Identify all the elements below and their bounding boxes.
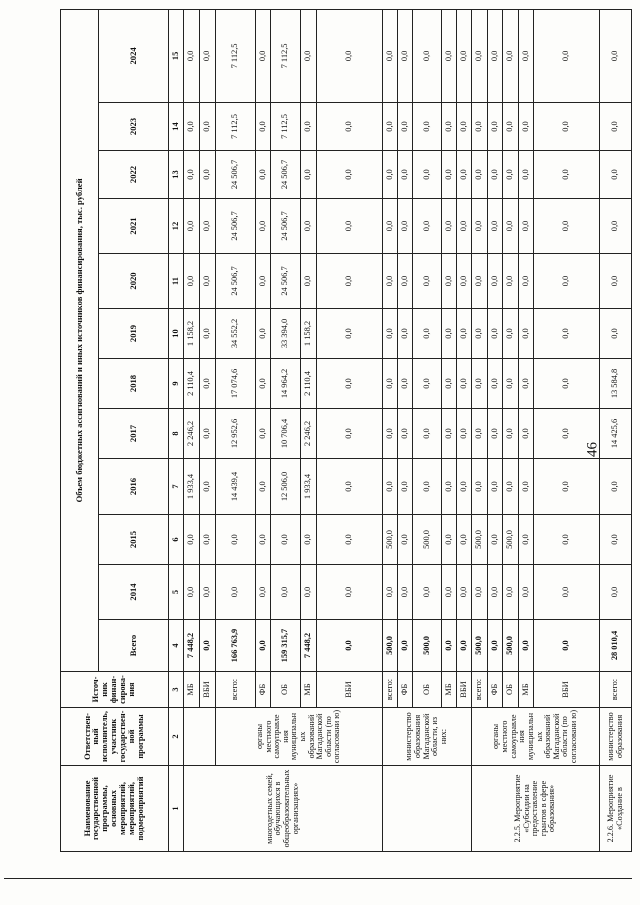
year-value-cell: 0,0	[398, 515, 413, 565]
source-cell: ВБИ	[457, 672, 472, 708]
year-value-cell: 0,0	[519, 254, 534, 309]
responsible-cell: министерство образования	[600, 708, 632, 766]
year-value-cell: 0,0	[488, 9, 503, 102]
year-value-cell: 0,0	[383, 254, 398, 309]
year-value-cell: 0,0	[317, 565, 383, 620]
year-value-cell: 0,0	[519, 359, 534, 409]
year-value-cell: 0,0	[600, 459, 632, 515]
source-cell: ФБ	[256, 672, 271, 708]
year-value-cell: 24 506,7	[216, 151, 256, 199]
year-value-cell: 7 112,5	[271, 103, 301, 151]
year-value-cell: 7 112,5	[216, 9, 256, 102]
year-value-cell: 0,0	[413, 309, 442, 359]
year-value-cell: 0,0	[200, 151, 216, 199]
year-value-cell: 500,0	[383, 515, 398, 565]
year-value-cell: 0,0	[457, 151, 472, 199]
year-value-cell: 0,0	[200, 565, 216, 620]
column-number: 1	[169, 766, 184, 852]
total-cell: 0,0	[488, 620, 503, 672]
year-value-cell: 0,0	[398, 565, 413, 620]
year-value-cell: 0,0	[317, 199, 383, 254]
year-value-cell: 0,0	[200, 459, 216, 515]
source-cell: ФБ	[398, 672, 413, 708]
year-value-cell: 500,0	[413, 515, 442, 565]
year-value-cell: 0,0	[317, 9, 383, 102]
source-cell: ФБ	[488, 672, 503, 708]
year-value-cell: 0,0	[503, 9, 519, 102]
header-total: Всего	[99, 620, 169, 672]
source-cell: всего:	[216, 672, 256, 708]
source-cell: МБ	[519, 672, 534, 708]
year-value-cell: 0,0	[301, 151, 317, 199]
year-value-cell: 7 112,5	[216, 103, 256, 151]
year-value-cell: 0,0	[442, 9, 457, 102]
year-value-cell: 0,0	[457, 254, 472, 309]
year-value-cell: 0,0	[256, 9, 271, 102]
header-year: 2014	[99, 565, 169, 620]
year-value-cell: 0,0	[184, 151, 200, 199]
column-number-row	[169, 9, 184, 851]
year-value-cell: 0,0	[503, 565, 519, 620]
year-value-cell: 12 952,6	[216, 409, 256, 459]
year-value-cell: 24 506,7	[271, 199, 301, 254]
year-value-cell: 2 246,2	[184, 409, 200, 459]
year-value-cell: 0,0	[503, 151, 519, 199]
year-value-cell: 0,0	[398, 103, 413, 151]
total-cell: 0,0	[256, 620, 271, 672]
year-value-cell: 1 158,2	[301, 309, 317, 359]
header-source: Источ-ник финан-сирова-ния	[61, 672, 169, 708]
year-value-cell: 10 706,4	[271, 409, 301, 459]
source-cell: МБ	[442, 672, 457, 708]
year-value-cell: 0,0	[600, 103, 632, 151]
year-value-cell: 0,0	[503, 103, 519, 151]
year-value-cell: 0,0	[519, 459, 534, 515]
year-value-cell: 0,0	[301, 9, 317, 102]
year-value-cell: 2 246,2	[301, 409, 317, 459]
year-value-cell: 0,0	[534, 9, 600, 102]
header-year: 2017	[99, 409, 169, 459]
year-value-cell: 0,0	[413, 103, 442, 151]
year-value-cell: 0,0	[271, 515, 301, 565]
column-number: 14	[169, 103, 184, 151]
year-value-cell: 0,0	[472, 254, 488, 309]
year-value-cell: 0,0	[534, 359, 600, 409]
year-value-cell: 0,0	[383, 459, 398, 515]
year-value-cell: 0,0	[317, 103, 383, 151]
year-value-cell: 0,0	[216, 515, 256, 565]
year-value-cell: 0,0	[413, 565, 442, 620]
year-value-cell: 0,0	[317, 254, 383, 309]
year-value-cell: 0,0	[184, 515, 200, 565]
responsible-cell: органы местного самоуправле ния муниципальн ых образований Магаданской области (по согласовани ю)	[216, 708, 383, 766]
total-cell: 159 315,7	[271, 620, 301, 672]
year-value-cell: 0,0	[534, 515, 600, 565]
year-value-cell: 24 506,7	[216, 254, 256, 309]
header-name: Наименование государственной программы, основных мероприятий, мероприятий, подмероприятий	[61, 766, 169, 852]
year-value-cell: 0,0	[200, 254, 216, 309]
source-cell: МБ	[301, 672, 317, 708]
year-value-cell: 24 506,7	[271, 151, 301, 199]
year-value-cell: 7 112,5	[271, 9, 301, 102]
year-value-cell: 0,0	[457, 9, 472, 102]
year-value-cell: 0,0	[519, 309, 534, 359]
row-name-cell: 2.2.6. Мероприятие «Создание в	[600, 766, 632, 852]
year-value-cell: 0,0	[442, 103, 457, 151]
year-value-cell: 0,0	[256, 459, 271, 515]
source-cell: всего:	[383, 672, 398, 708]
year-value-cell: 14 425,6	[600, 409, 632, 459]
year-value-cell: 0,0	[398, 254, 413, 309]
header-year: 2022	[99, 151, 169, 199]
total-cell: 0,0	[457, 620, 472, 672]
year-value-cell: 0,0	[488, 409, 503, 459]
year-value-cell: 1 933,4	[301, 459, 317, 515]
year-value-cell: 0,0	[184, 254, 200, 309]
year-value-cell: 0,0	[256, 199, 271, 254]
year-value-cell: 0,0	[472, 103, 488, 151]
table-row	[184, 9, 200, 851]
year-value-cell: 0,0	[488, 565, 503, 620]
column-number: 4	[169, 620, 184, 672]
year-value-cell: 0,0	[442, 409, 457, 459]
year-value-cell: 0,0	[600, 565, 632, 620]
year-value-cell: 33 394,0	[271, 309, 301, 359]
year-value-cell: 0,0	[472, 359, 488, 409]
year-value-cell: 0,0	[488, 254, 503, 309]
year-value-cell: 0,0	[398, 359, 413, 409]
table-row	[600, 9, 632, 851]
year-value-cell: 0,0	[413, 459, 442, 515]
year-value-cell: 0,0	[600, 9, 632, 102]
year-value-cell: 0,0	[413, 9, 442, 102]
source-cell: МБ	[184, 672, 200, 708]
year-value-cell: 0,0	[472, 409, 488, 459]
year-value-cell: 0,0	[442, 254, 457, 309]
source-cell: ОБ	[413, 672, 442, 708]
header-year: 2023	[99, 103, 169, 151]
year-value-cell: 0,0	[488, 459, 503, 515]
year-value-cell: 0,0	[383, 309, 398, 359]
total-cell: 0,0	[200, 620, 216, 672]
column-number: 12	[169, 199, 184, 254]
source-cell: ВБИ	[534, 672, 600, 708]
source-cell: ОБ	[503, 672, 519, 708]
year-value-cell: 0,0	[200, 359, 216, 409]
year-value-cell: 0,0	[200, 199, 216, 254]
year-value-cell: 0,0	[301, 515, 317, 565]
column-number: 6	[169, 515, 184, 565]
year-value-cell: 0,0	[216, 565, 256, 620]
column-number: 11	[169, 254, 184, 309]
year-value-cell: 17 074,6	[216, 359, 256, 409]
year-value-cell: 0,0	[398, 151, 413, 199]
total-cell: 0,0	[534, 620, 600, 672]
year-value-cell: 0,0	[383, 199, 398, 254]
year-value-cell: 0,0	[519, 409, 534, 459]
responsible-cell: министерство образования Магаданской области, из них:	[383, 708, 472, 766]
header-year: 2016	[99, 459, 169, 515]
year-value-cell: 0,0	[472, 309, 488, 359]
year-value-cell: 0,0	[519, 151, 534, 199]
year-value-cell: 0,0	[256, 359, 271, 409]
year-value-cell: 24 506,7	[271, 254, 301, 309]
year-value-cell: 0,0	[534, 103, 600, 151]
rotated-table-area	[60, 10, 624, 852]
year-value-cell: 12 506,0	[271, 459, 301, 515]
year-value-cell: 0,0	[503, 459, 519, 515]
year-value-cell: 0,0	[398, 309, 413, 359]
total-cell: 500,0	[383, 620, 398, 672]
year-value-cell: 0,0	[398, 199, 413, 254]
total-cell: 28 010,4	[600, 620, 632, 672]
year-value-cell: 0,0	[301, 199, 317, 254]
year-value-cell: 0,0	[184, 103, 200, 151]
year-value-cell: 0,0	[457, 199, 472, 254]
column-number: 9	[169, 359, 184, 409]
year-value-cell: 0,0	[457, 459, 472, 515]
year-value-cell: 500,0	[503, 515, 519, 565]
year-value-cell: 0,0	[256, 515, 271, 565]
year-value-cell: 0,0	[534, 409, 600, 459]
year-value-cell: 0,0	[317, 515, 383, 565]
year-value-cell: 2 110,4	[301, 359, 317, 409]
total-cell: 500,0	[503, 620, 519, 672]
year-value-cell: 0,0	[600, 254, 632, 309]
source-cell: всего:	[600, 672, 632, 708]
year-value-cell: 0,0	[488, 103, 503, 151]
year-value-cell: 0,0	[256, 103, 271, 151]
year-value-cell: 0,0	[413, 199, 442, 254]
year-value-cell: 0,0	[600, 309, 632, 359]
year-value-cell: 24 506,7	[216, 199, 256, 254]
total-cell: 0,0	[442, 620, 457, 672]
year-value-cell: 0,0	[398, 409, 413, 459]
year-value-cell: 0,0	[383, 359, 398, 409]
table-row	[383, 9, 398, 851]
year-value-cell: 0,0	[519, 103, 534, 151]
year-value-cell: 0,0	[442, 151, 457, 199]
year-value-cell: 0,0	[256, 409, 271, 459]
year-value-cell: 0,0	[200, 515, 216, 565]
year-value-cell: 0,0	[519, 515, 534, 565]
year-value-cell: 0,0	[317, 151, 383, 199]
year-value-cell: 500,0	[472, 515, 488, 565]
year-value-cell: 0,0	[317, 409, 383, 459]
row-name-cell: многодетных семей, обучающихся в общеобразовательных организациях»	[184, 766, 383, 852]
year-value-cell: 0,0	[488, 199, 503, 254]
total-cell: 500,0	[472, 620, 488, 672]
total-cell: 0,0	[398, 620, 413, 672]
header-funding: Объем бюджетных ассигнований и иных источников финансирования, тыс. рублей	[61, 9, 99, 671]
year-value-cell: 0,0	[488, 309, 503, 359]
year-value-cell: 0,0	[383, 565, 398, 620]
year-value-cell: 0,0	[534, 254, 600, 309]
column-number: 5	[169, 565, 184, 620]
year-value-cell: 0,0	[503, 199, 519, 254]
year-value-cell: 0,0	[200, 309, 216, 359]
year-value-cell: 0,0	[442, 565, 457, 620]
year-value-cell: 0,0	[472, 9, 488, 102]
row-name-cell: 2.2.5. Мероприятие «Субсидии на предоставление грантов в сфере образования»	[472, 766, 600, 852]
year-value-cell: 0,0	[442, 199, 457, 254]
year-value-cell: 13 584,8	[600, 359, 632, 409]
column-number: 15	[169, 9, 184, 102]
year-value-cell: 0,0	[534, 309, 600, 359]
year-value-cell: 0,0	[503, 359, 519, 409]
year-value-cell: 0,0	[534, 151, 600, 199]
year-value-cell: 0,0	[442, 309, 457, 359]
responsible-cell	[184, 708, 216, 766]
total-cell: 7 448,2	[184, 620, 200, 672]
budget-table	[60, 9, 632, 852]
year-value-cell: 0,0	[600, 515, 632, 565]
year-value-cell: 0,0	[519, 199, 534, 254]
year-value-cell: 0,0	[413, 254, 442, 309]
year-value-cell: 0,0	[413, 151, 442, 199]
year-value-cell: 0,0	[472, 565, 488, 620]
year-value-cell: 0,0	[301, 254, 317, 309]
year-value-cell: 0,0	[413, 359, 442, 409]
year-value-cell: 0,0	[534, 459, 600, 515]
page-number: 46	[584, 442, 601, 457]
year-value-cell: 34 552,2	[216, 309, 256, 359]
source-cell: всего:	[472, 672, 488, 708]
year-value-cell: 0,0	[383, 103, 398, 151]
year-value-cell: 0,0	[383, 151, 398, 199]
source-cell: ОБ	[271, 672, 301, 708]
year-value-cell: 0,0	[457, 359, 472, 409]
year-value-cell: 0,0	[457, 309, 472, 359]
year-value-cell: 0,0	[256, 309, 271, 359]
row-name-cell	[383, 766, 472, 852]
year-value-cell: 0,0	[457, 103, 472, 151]
year-value-cell: 1 933,4	[184, 459, 200, 515]
table-body	[184, 9, 632, 851]
total-cell: 0,0	[317, 620, 383, 672]
year-value-cell: 0,0	[488, 359, 503, 409]
year-value-cell: 0,0	[301, 103, 317, 151]
year-value-cell: 0,0	[457, 409, 472, 459]
year-value-cell: 0,0	[271, 565, 301, 620]
year-value-cell: 14 964,2	[271, 359, 301, 409]
column-number: 3	[169, 672, 184, 708]
column-number: 10	[169, 309, 184, 359]
responsible-cell: органы местного самоуправле ния муниципальн ых образований Магаданской области (по согласовани ю)	[472, 708, 600, 766]
table-row	[472, 9, 488, 851]
year-value-cell: 0,0	[413, 409, 442, 459]
year-value-cell: 0,0	[317, 459, 383, 515]
year-value-cell: 0,0	[519, 565, 534, 620]
year-value-cell: 0,0	[184, 199, 200, 254]
year-value-cell: 0,0	[317, 309, 383, 359]
year-value-cell: 0,0	[472, 151, 488, 199]
year-value-cell: 0,0	[600, 151, 632, 199]
header-year: 2020	[99, 254, 169, 309]
year-value-cell: 0,0	[383, 9, 398, 102]
header-responsible: Ответствен-ный исполнитель, участник государствен-ной программы	[61, 708, 169, 766]
table-row	[216, 9, 256, 851]
bottom-rule	[4, 878, 632, 879]
header-year: 2015	[99, 515, 169, 565]
year-value-cell: 2 110,4	[184, 359, 200, 409]
year-value-cell: 0,0	[442, 359, 457, 409]
year-value-cell: 0,0	[519, 9, 534, 102]
year-value-cell: 0,0	[256, 565, 271, 620]
header-row-1	[61, 9, 99, 851]
year-value-cell: 0,0	[503, 309, 519, 359]
total-cell: 500,0	[413, 620, 442, 672]
year-value-cell: 0,0	[317, 359, 383, 409]
column-number: 7	[169, 459, 184, 515]
year-value-cell: 0,0	[200, 9, 216, 102]
source-cell: ВБИ	[200, 672, 216, 708]
year-value-cell: 0,0	[442, 515, 457, 565]
total-cell: 7 448,2	[301, 620, 317, 672]
year-value-cell: 0,0	[200, 409, 216, 459]
year-value-cell: 0,0	[488, 515, 503, 565]
column-number: 2	[169, 708, 184, 766]
year-value-cell: 14 439,4	[216, 459, 256, 515]
year-value-cell: 0,0	[398, 9, 413, 102]
year-value-cell: 0,0	[503, 409, 519, 459]
year-value-cell: 0,0	[472, 459, 488, 515]
year-value-cell: 0,0	[600, 199, 632, 254]
year-value-cell: 0,0	[457, 565, 472, 620]
year-value-cell: 1 158,2	[184, 309, 200, 359]
column-number: 8	[169, 409, 184, 459]
total-cell: 0,0	[519, 620, 534, 672]
year-value-cell: 0,0	[398, 459, 413, 515]
year-value-cell: 0,0	[503, 254, 519, 309]
year-value-cell: 0,0	[472, 199, 488, 254]
year-value-cell: 0,0	[184, 565, 200, 620]
header-year: 2018	[99, 359, 169, 409]
source-cell: ВБИ	[317, 672, 383, 708]
year-value-cell: 0,0	[442, 459, 457, 515]
year-value-cell: 0,0	[200, 103, 216, 151]
year-value-cell: 0,0	[534, 565, 600, 620]
year-value-cell: 0,0	[457, 515, 472, 565]
header-year: 2019	[99, 309, 169, 359]
year-value-cell: 0,0	[383, 409, 398, 459]
header-year: 2024	[99, 9, 169, 102]
year-value-cell: 0,0	[256, 151, 271, 199]
year-value-cell: 0,0	[184, 9, 200, 102]
year-value-cell: 0,0	[488, 151, 503, 199]
column-number: 13	[169, 151, 184, 199]
year-value-cell: 0,0	[534, 199, 600, 254]
year-value-cell: 0,0	[301, 565, 317, 620]
total-cell: 166 763,9	[216, 620, 256, 672]
year-value-cell: 0,0	[256, 254, 271, 309]
header-year: 2021	[99, 199, 169, 254]
